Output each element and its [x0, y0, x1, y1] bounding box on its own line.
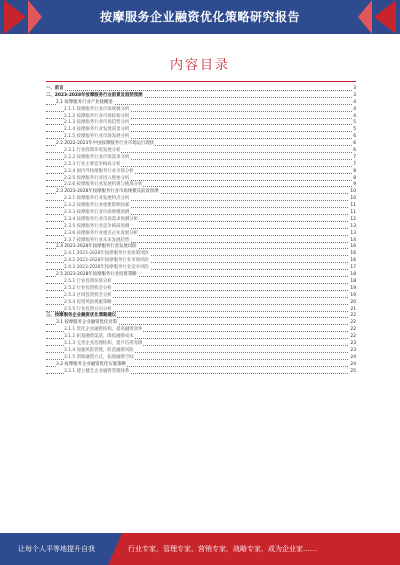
toc-entry[interactable]: [46, 355, 356, 362]
toc-entry-page: 3: [353, 86, 356, 91]
toc-entry-label: 3.1 按摩服务企业融资优化对策: [56, 320, 118, 326]
footer-tagline: 行业专家，管理专家，营销专家，战略专家，成为企业家……: [128, 545, 317, 553]
toc-entry-page: 13: [350, 223, 356, 229]
toc-entry[interactable]: [46, 341, 356, 348]
toc-entry[interactable]: [46, 169, 356, 176]
toc-entry[interactable]: [46, 224, 356, 231]
toc-entry-page: 18: [350, 272, 356, 278]
header-chevron-right-icon: [374, 0, 396, 34]
table-of-contents: [46, 86, 356, 375]
toc-entry-page: 13: [350, 230, 356, 236]
toc-entry-page: 9: [353, 182, 356, 188]
toc-entry-page: 21: [350, 306, 356, 312]
toc-entry-label: 二、2023-2028年按摩服务行业前景及趋势预测: [46, 92, 143, 98]
toc-entry-label: 2.3.5 按摩服务行业竞争格局预测: [64, 223, 130, 229]
toc-entry-page: 5: [353, 120, 356, 126]
toc-entry-page: 7: [353, 161, 356, 167]
toc-entry-page: 19: [350, 292, 356, 298]
toc-entry-page: 14: [350, 237, 356, 243]
footer-bar: [0, 533, 400, 565]
toc-entry[interactable]: [46, 334, 356, 341]
toc-entry[interactable]: [46, 265, 356, 272]
toc-entry-label: 3.1.4 加强风险管理，防范融资风险: [64, 347, 134, 353]
toc-entry-page: 24: [350, 354, 356, 360]
toc-entry[interactable]: [46, 107, 356, 114]
header-chevron-right-inner-icon: [358, 0, 372, 34]
toc-entry-label: 2.3.1 按摩服务行业发展特点分析: [64, 196, 130, 202]
toc-entry-label: 2.5.4 投资风险规避策略: [64, 299, 112, 305]
report-title: 按摩服务企业融资优化策略研究报告: [99, 10, 300, 24]
toc-entry-page: 22: [350, 320, 356, 326]
toc-entry-label: 2.4.2 2023-2028年按摩服务行业市场风险: [64, 258, 149, 264]
toc-entry[interactable]: [46, 148, 356, 155]
toc-entry-page: 3: [353, 92, 356, 98]
toc-entry-label: 2.1.5 按摩服务行业市场发展分析: [64, 134, 130, 140]
toc-entry-label: 2.2.3 行业主要竞争格局分析: [64, 161, 121, 167]
toc-entry-label: 2.3.6 按摩服务行业重点企业发展分析: [64, 230, 139, 236]
toc-entry-page: 18: [350, 278, 356, 284]
toc-entry-label: 2.2.4 国内外按摩服务行业市场分析: [64, 168, 134, 174]
toc-entry-page: 4: [353, 113, 356, 119]
toc-entry-page: 10: [350, 196, 356, 202]
toc-entry-label: 2.5.5 行业投资方向分析: [64, 306, 112, 312]
toc-entry-label: 2.2.2 按摩服务行业市场需求分析: [64, 154, 130, 160]
toc-entry-label: 2.4 2023-2028年按摩服务行业发展风险: [56, 244, 137, 250]
toc-entry[interactable]: [46, 300, 356, 307]
toc-entry-label: 2.3 2023-2028年按摩服务行业市场规模及前景预测: [56, 189, 159, 195]
toc-entry[interactable]: [46, 155, 356, 162]
toc-entry-label: 2.4.1 2023-2028年按摩服务行业政策风险: [64, 251, 149, 257]
toc-entry-label: 2.5.1 行业投资环境分析: [64, 278, 112, 284]
toc-entry-label: 一、前言: [46, 86, 64, 91]
toc-entry-page: 11: [350, 210, 356, 216]
toc-entry[interactable]: [46, 293, 356, 300]
toc-entry-label: 2.3.2 按摩服务行业重要影响因素: [64, 203, 130, 209]
toc-entry[interactable]: [46, 93, 356, 100]
toc-entry-label: 2.1 按摩服务行业产业链概述: [56, 99, 113, 105]
toc-entry[interactable]: [46, 203, 356, 210]
toc-entry-page: 16: [350, 244, 356, 250]
toc-entry-page: 16: [350, 258, 356, 264]
toc-entry[interactable]: [46, 162, 356, 169]
toc-entry-label: 2.3.3 按摩服务行业市场规模预测: [64, 210, 130, 216]
toc-heading: 内容目录: [169, 58, 230, 73]
toc-entry-page: 8: [353, 175, 356, 181]
toc-entry-label: 2.5 2023-2028年按摩服务行业投资策略: [56, 272, 137, 278]
toc-entry-page: 12: [350, 216, 356, 222]
toc-entry-page: 19: [350, 285, 356, 291]
toc-leader-dots: [46, 90, 356, 91]
toc-entry-page: 6: [353, 141, 356, 147]
toc-entry-page: 25: [350, 368, 356, 374]
toc-entry-label: 2.1.4 按摩服务行业发展前景分析: [64, 127, 130, 133]
toc-entry-page: 22: [350, 313, 356, 319]
toc-entry-label: 2.2 2022-2023年中国按摩服务行业市场运行现状: [56, 141, 155, 147]
toc-entry-page: 7: [353, 154, 356, 160]
toc-entry[interactable]: [46, 231, 356, 238]
toc-entry-page: 8: [353, 168, 356, 174]
toc-entry[interactable]: [46, 279, 356, 286]
toc-entry-label: 2.5.2 行业投资机会分析: [64, 285, 112, 291]
toc-entry-label: 3.1.2 拓宽融资渠道，降低融资成本: [64, 334, 134, 340]
toc-entry-label: 2.1.1 按摩服务行业市场规模分析: [64, 106, 130, 112]
toc-entry[interactable]: [46, 286, 356, 293]
toc-entry-page: 10: [350, 189, 356, 195]
toc-entry-label: 2.4.3 2023-2028年按摩服务行业竞争风险: [64, 265, 149, 271]
toc-entry-label: 2.2.5 按摩服务行业进入壁垒分析: [64, 175, 130, 181]
toc-entry-label: 3.1.1 优化企业融资结构，提高融资效率: [64, 327, 143, 333]
toc-entry-page: 23: [350, 347, 356, 353]
toc-entry[interactable]: [46, 362, 356, 369]
toc-entry-page: 20: [350, 299, 356, 305]
header-bar: [0, 0, 400, 34]
toc-entry-label: 2.2.6 按摩服务行业发展机遇与挑战分析: [64, 182, 143, 188]
toc-entry-page: 5: [353, 127, 356, 133]
toc-entry-page: 11: [350, 203, 356, 209]
toc-entry-label: 3.1.5 创新融资方式，拓展融资空间: [64, 354, 134, 360]
toc-entry-label: 2.3.7 按摩服务行业未来发展趋势: [64, 237, 130, 243]
toc-entry[interactable]: [46, 141, 356, 148]
toc-entry-label: 2.1.2 按摩服务行业市场结构分析: [64, 113, 130, 119]
toc-entry-page: 22: [350, 327, 356, 333]
toc-entry-label: 三、按摩服务企业融资优化策略建议: [46, 313, 117, 319]
toc-entry-page: 4: [353, 99, 356, 105]
toc-entry[interactable]: [46, 100, 356, 107]
toc-entry-label: 2.2.1 行业政策环境发展分析: [64, 148, 121, 154]
toc-entry-page: 4: [353, 106, 356, 112]
toc-entry[interactable]: [46, 369, 356, 376]
toc-entry[interactable]: [46, 86, 356, 93]
toc-entry-label: 2.1.3 按摩服务行业市场趋势分析: [64, 120, 130, 126]
toc-entry-page: 16: [350, 251, 356, 257]
toc-entry[interactable]: [46, 210, 356, 217]
toc-entry-label: 3.1.3 完善企业治理结构，提升信用等级: [64, 340, 143, 346]
toc-entry-page: 17: [350, 265, 356, 271]
footer-slogan: 让每个人平等地提升自我: [18, 545, 95, 553]
toc-entry[interactable]: [46, 272, 356, 279]
toc-entry-page: 24: [350, 361, 356, 367]
toc-entry[interactable]: [46, 217, 356, 224]
toc-divider: [46, 81, 356, 82]
toc-entry-label: 2.3.4 按摩服务行业市场需求预测分析: [64, 216, 139, 222]
toc-entry-page: 6: [353, 148, 356, 154]
toc-entry-label: 3.2.1 建立健全企业融资管理体系: [64, 368, 130, 374]
footer-divider-shape: [108, 533, 122, 565]
toc-entry-page: 23: [350, 340, 356, 346]
toc-entry[interactable]: [46, 348, 356, 355]
toc-entry-label: 3.2 按摩服务企业融资优化实施策略: [56, 361, 126, 367]
toc-entry-label: 2.5.3 区域投资机会分析: [64, 292, 112, 298]
toc-entry-page: 22: [350, 334, 356, 340]
toc-entry-page: 6: [353, 134, 356, 140]
